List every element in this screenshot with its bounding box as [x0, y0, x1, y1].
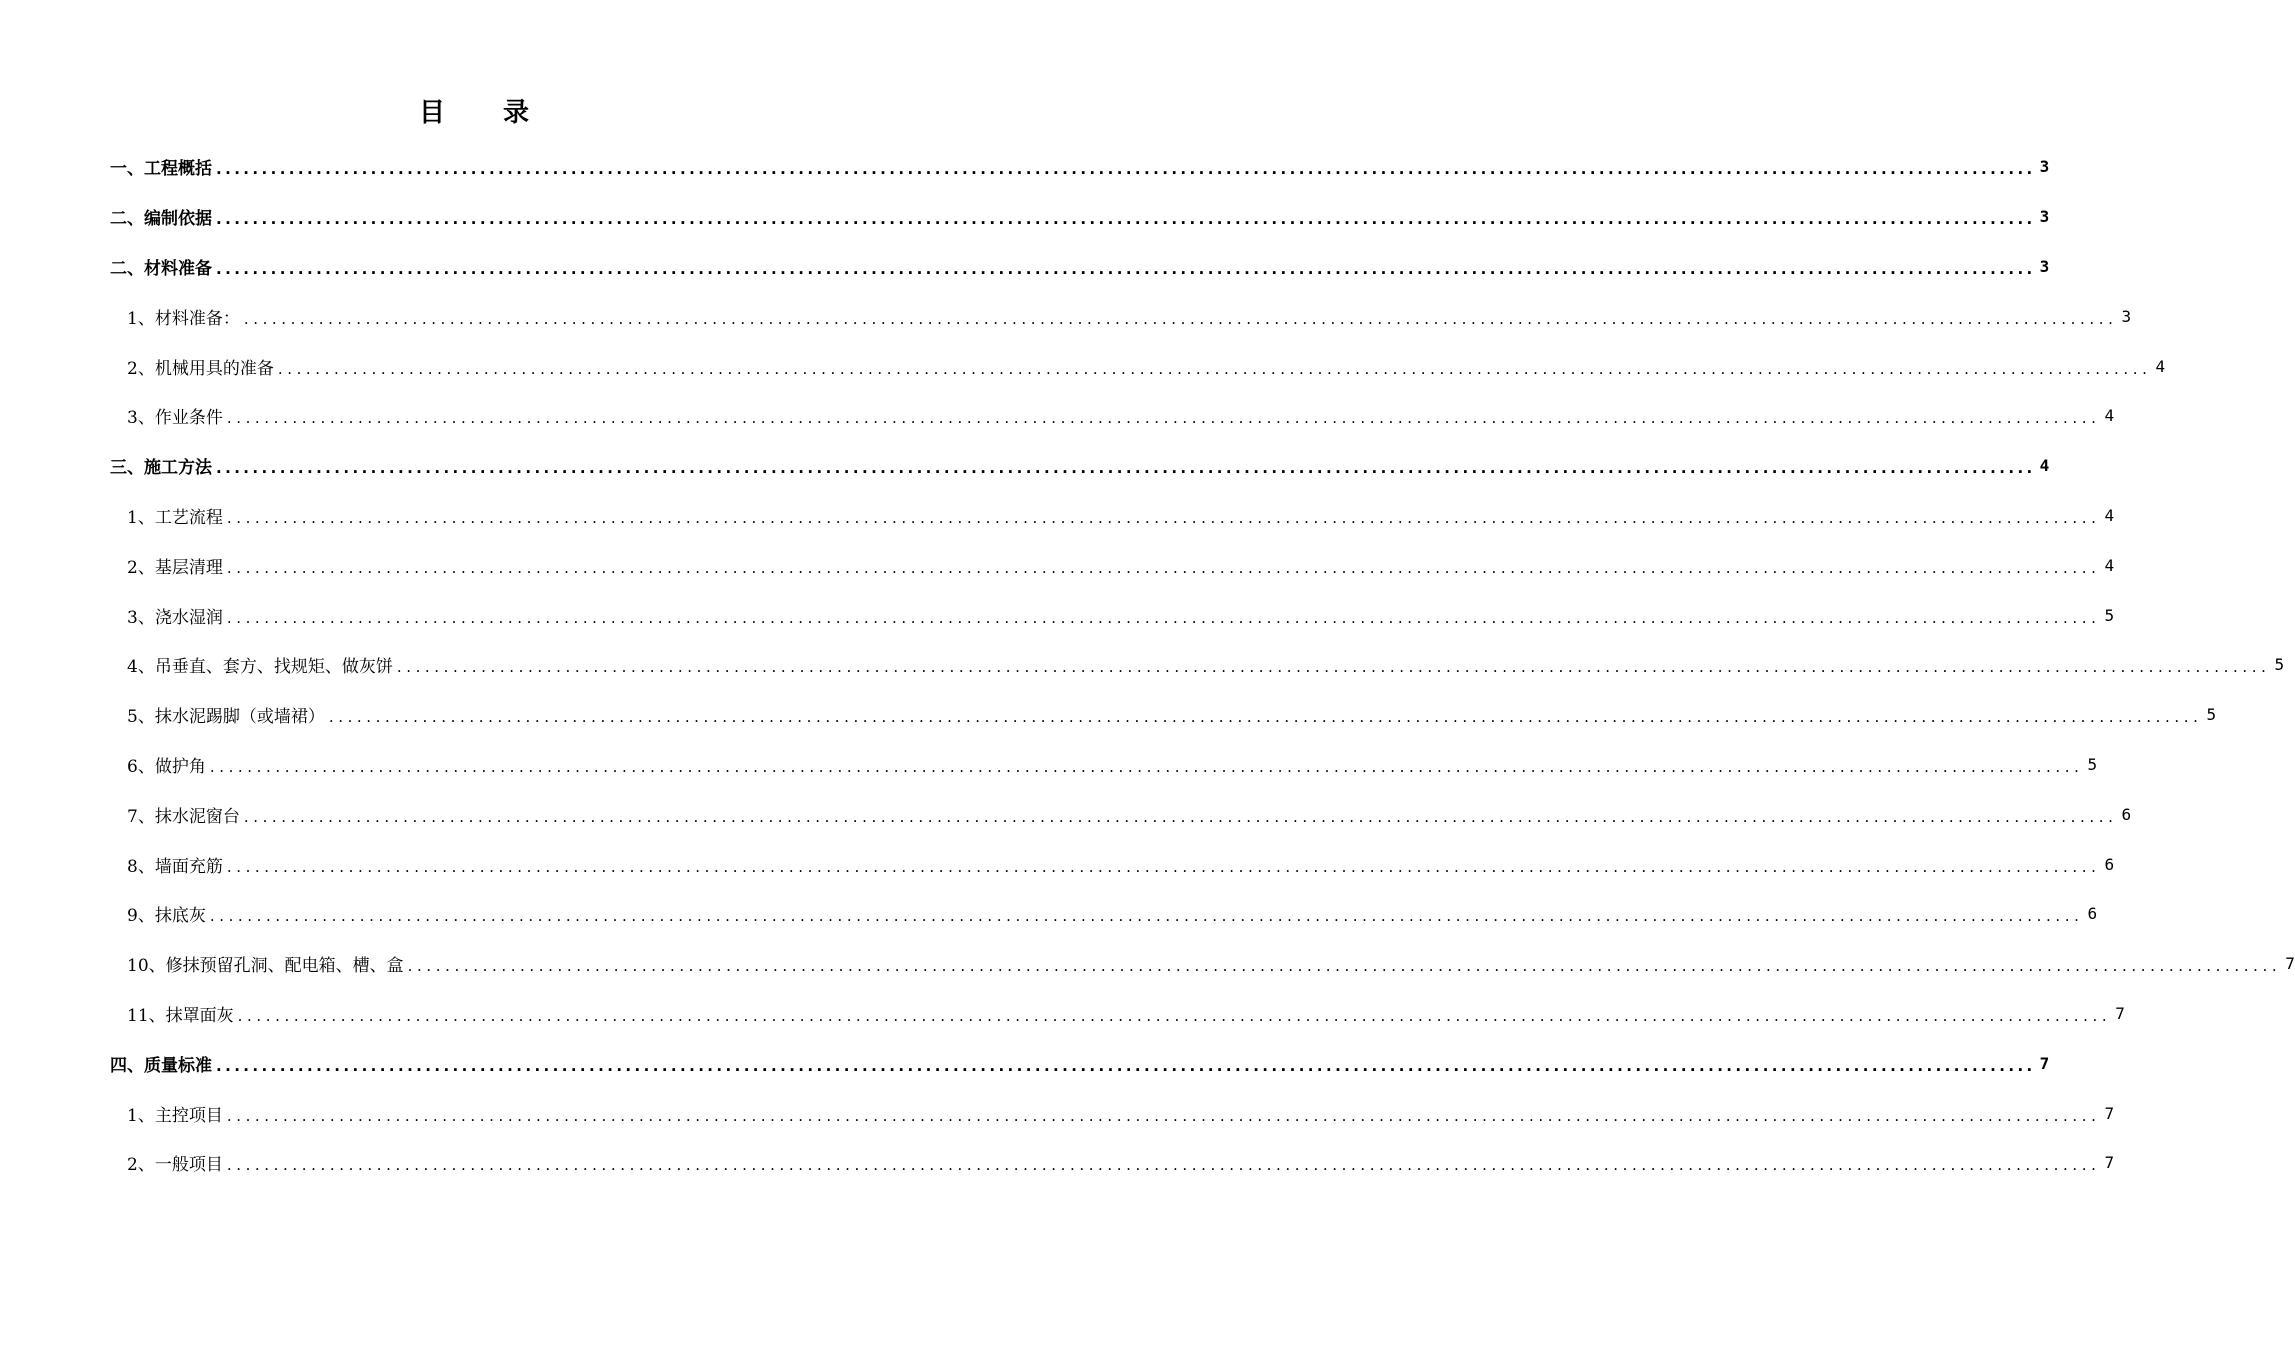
toc-entry-text: 2、机械用具的准备 [127, 358, 274, 379]
toc-subsection-entry[interactable] [0, 391, 2115, 441]
toc-subsection-entry[interactable] [0, 789, 2132, 839]
toc-section-entry[interactable] [0, 192, 2050, 242]
toc-subsection-entry[interactable] [0, 740, 2098, 790]
toc-entry-text: 4、吊垂直、套方、找规矩、做灰饼 [127, 657, 393, 678]
toc-page-number: 6 [2121, 804, 2132, 824]
toc-title: 目 录 [418, 98, 531, 128]
toc-section-entry[interactable] [0, 441, 2050, 491]
toc-dot-leader: ........................................................................................................................................................................................................ [216, 459, 2036, 478]
toc-dot-leader: ........................................................................................................................................................................................................ [407, 957, 2282, 976]
toc-dot-leader: ........................................................................................................................................................................................................ [243, 309, 2118, 328]
toc-entry-text: 二、材料准备 [110, 258, 212, 279]
table-of-contents [0, 142, 2295, 1188]
toc-entry-text: 10、修抹预留孔洞、配电箱、槽、盒 [127, 956, 404, 977]
toc-dot-leader: ........................................................................................................................................................................................................ [226, 857, 2101, 876]
toc-page-number: 4 [2104, 555, 2115, 575]
toc-dot-leader: ........................................................................................................................................................................................................ [396, 658, 2271, 677]
toc-entry-text: 3、作业条件 [127, 408, 223, 429]
toc-dot-leader: ........................................................................................................................................................................................................ [243, 807, 2118, 826]
toc-entry-text: 3、浇水湿润 [127, 607, 223, 628]
toc-page-number: 3 [2121, 306, 2132, 326]
toc-page-number: 7 [2039, 1053, 2050, 1073]
toc-page-number: 6 [2104, 854, 2115, 874]
toc-dot-leader: ........................................................................................................................................................................................................ [226, 409, 2101, 428]
toc-entry-text: 1、工艺流程 [127, 507, 223, 528]
toc-subsection-entry[interactable] [0, 640, 2285, 690]
toc-entry-text: 三、施工方法 [110, 458, 212, 479]
toc-dot-leader: ........................................................................................................................................................................................................ [216, 259, 2036, 278]
toc-page-number: 5 [2087, 754, 2098, 774]
toc-subsection-entry[interactable] [0, 291, 2132, 341]
toc-page-number: 4 [2104, 505, 2115, 525]
toc-dot-leader: ........................................................................................................................................................................................................ [209, 757, 2084, 776]
toc-page-number: 5 [2104, 605, 2115, 625]
toc-dot-leader: ........................................................................................................................................................................................................ [226, 558, 2101, 577]
toc-page-number: 4 [2155, 356, 2166, 376]
toc-entry-text: 2、一般项目 [127, 1155, 223, 1176]
toc-subsection-entry[interactable] [0, 491, 2115, 541]
toc-entry-text: 1、材料准备： [127, 308, 240, 329]
toc-entry-text: 6、做护角 [127, 756, 206, 777]
toc-dot-leader: ........................................................................................................................................................................................................ [237, 1006, 2112, 1025]
toc-page-number: 4 [2039, 456, 2050, 476]
toc-page-number: 7 [2104, 1153, 2115, 1173]
toc-entry-text: 11、抹罩面灰 [127, 1005, 234, 1026]
toc-entry-text: 2、基层清理 [127, 557, 223, 578]
toc-dot-leader: ........................................................................................................................................................................................................ [216, 210, 2036, 229]
toc-page-number: 7 [2285, 954, 2295, 974]
toc-dot-leader: ........................................................................................................................................................................................................ [226, 508, 2101, 527]
toc-entry-text: 四、质量标准 [110, 1055, 212, 1076]
toc-subsection-entry[interactable] [0, 690, 2217, 740]
toc-page-number: 5 [2274, 655, 2285, 675]
toc-subsection-entry[interactable] [0, 989, 2125, 1039]
toc-dot-leader: ........................................................................................................................................................................................................ [226, 1106, 2101, 1125]
toc-subsection-entry[interactable] [0, 590, 2115, 640]
toc-subsection-entry[interactable] [0, 889, 2098, 939]
toc-page-number: 5 [2206, 705, 2217, 725]
toc-section-entry[interactable] [0, 142, 2050, 192]
toc-entry-text: 二、编制依据 [110, 209, 212, 230]
toc-subsection-entry[interactable] [0, 939, 2295, 989]
toc-page-number: 3 [2039, 207, 2050, 227]
toc-dot-leader: ........................................................................................................................................................................................................ [216, 1056, 2036, 1075]
toc-subsection-entry[interactable] [0, 1138, 2115, 1188]
toc-entry-text: 8、墙面充筋 [127, 856, 223, 877]
toc-page-number: 3 [2039, 256, 2050, 276]
toc-dot-leader: ........................................................................................................................................................................................................ [277, 359, 2152, 378]
toc-section-entry[interactable] [0, 1038, 2050, 1088]
toc-entry-text: 1、主控项目 [127, 1105, 223, 1126]
toc-entry-text: 9、抹底灰 [127, 906, 206, 927]
toc-dot-leader: ........................................................................................................................................................................................................ [328, 708, 2203, 727]
toc-page-number: 7 [2115, 1003, 2125, 1023]
toc-entry-text: 一、工程概括 [110, 159, 212, 180]
toc-subsection-entry[interactable] [0, 839, 2115, 889]
toc-dot-leader: ........................................................................................................................................................................................................ [216, 160, 2036, 179]
toc-entry-text: 5、抹水泥踢脚（或墙裙） [127, 707, 325, 728]
toc-page-number: 7 [2104, 1103, 2115, 1123]
toc-section-entry[interactable] [0, 242, 2050, 292]
toc-subsection-entry[interactable] [0, 1088, 2115, 1138]
toc-page-number: 6 [2087, 904, 2098, 924]
toc-subsection-entry[interactable] [0, 540, 2115, 590]
toc-entry-text: 7、抹水泥窗台 [127, 806, 240, 827]
toc-dot-leader: ........................................................................................................................................................................................................ [226, 608, 2101, 627]
toc-subsection-entry[interactable] [0, 341, 2166, 391]
toc-dot-leader: ........................................................................................................................................................................................................ [209, 907, 2084, 926]
toc-page-number: 4 [2104, 406, 2115, 426]
toc-dot-leader: ........................................................................................................................................................................................................ [226, 1156, 2101, 1175]
toc-page-number: 3 [2039, 157, 2050, 177]
